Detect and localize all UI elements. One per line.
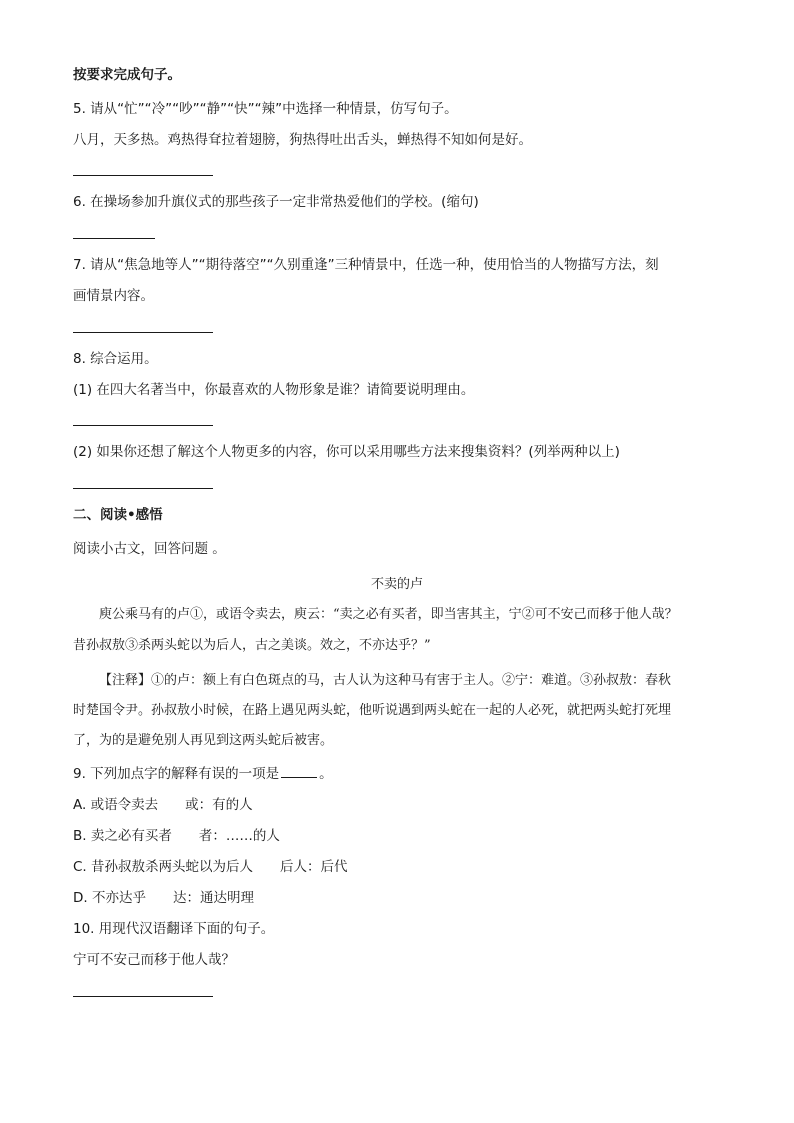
q8-sub1: (1) 在四大名著当中，你最喜欢的人物形象是谁？请简要说明理由。: [73, 382, 475, 398]
q9-prompt-end: 。: [319, 766, 333, 782]
q9-answer-blank[interactable]: [281, 764, 317, 778]
q8-sub2: (2) 如果你还想了解这个人物更多的内容，你可以采用哪些方法来搜集资料？(列举两种以上): [73, 444, 620, 460]
q9-option-a: A. 或语令卖去 或：有的人: [73, 797, 253, 813]
q5-prompt: 5. 请从“忙”“冷”“吵”“静”“快”“辣”中选择一种情景，仿写句子。: [73, 101, 458, 117]
section-instruction: 按要求完成句子。: [73, 67, 181, 83]
q5-example: 八月，天多热。鸡热得耷拉着翅膀，狗热得吐出舌头，蝉热得不知如何是好。: [73, 132, 532, 148]
q10-prompt: 10. 用现代汉语翻译下面的句子。: [73, 921, 275, 937]
q9-option-d: D. 不亦达乎 达：通达明理: [73, 890, 254, 906]
q5-answer-line[interactable]: [73, 175, 213, 176]
q7-prompt-line1: 7. 请从“焦急地等人”“期待落空”“久别重逢”三种情景中，任选一种，使用恰当的人物描写方法，刻: [73, 257, 659, 273]
q9-prompt: [73, 764, 333, 783]
passage-line-1: 庾公乘马有的卢①，或语令卖去，庾云：“卖之必有买者，即当害其主，宁②可不安己而移于他人哉？: [99, 607, 678, 622]
note-line-3: 了，为的是避免别人再见到这两头蛇后被害。: [73, 733, 334, 748]
q9-option-c: C. 昔孙叔敖杀两头蛇以为后人 后人：后代: [73, 859, 348, 875]
q8-prompt: 8. 综合运用。: [73, 351, 158, 367]
section2-heading: 二、阅读•感悟: [73, 507, 163, 523]
q6-answer-line[interactable]: [73, 238, 155, 239]
note-line-2: 时楚国令尹。孙叔敖小时候，在路上遇见两头蛇，他听说遇到两头蛇在一起的人必死，就把两头蛇打死埋: [73, 703, 672, 718]
section2-instruction: 阅读小古文，回答问题 。: [73, 541, 226, 557]
q10-sentence: 宁可不安己而移于他人哉？: [73, 952, 235, 968]
q6-prompt: 6. 在操场参加升旗仪式的那些孩子一定非常热爱他们的学校。(缩句): [73, 194, 479, 210]
q9-prompt-text: 9. 下列加点字的解释有误的一项是: [73, 766, 280, 782]
note-line-1: 【注释】①的卢：额上有白色斑点的马，古人认为这种马有害于主人。②宁：难道。③孙叔敖：春秋: [99, 673, 672, 688]
passage-title: 不卖的卢: [370, 577, 423, 592]
q7-answer-line[interactable]: [73, 332, 213, 333]
q8-sub2-answer-line[interactable]: [73, 488, 213, 489]
q9-option-b: B. 卖之必有买者 者：……的人: [73, 828, 280, 844]
passage-line-2: 昔孙叔敖③杀两头蛇以为后人，古之美谈。效之，不亦达乎？”: [73, 638, 431, 653]
q10-answer-line[interactable]: [73, 996, 213, 997]
q7-prompt-line2: 画情景内容。: [73, 288, 154, 304]
q8-sub1-answer-line[interactable]: [73, 425, 213, 426]
